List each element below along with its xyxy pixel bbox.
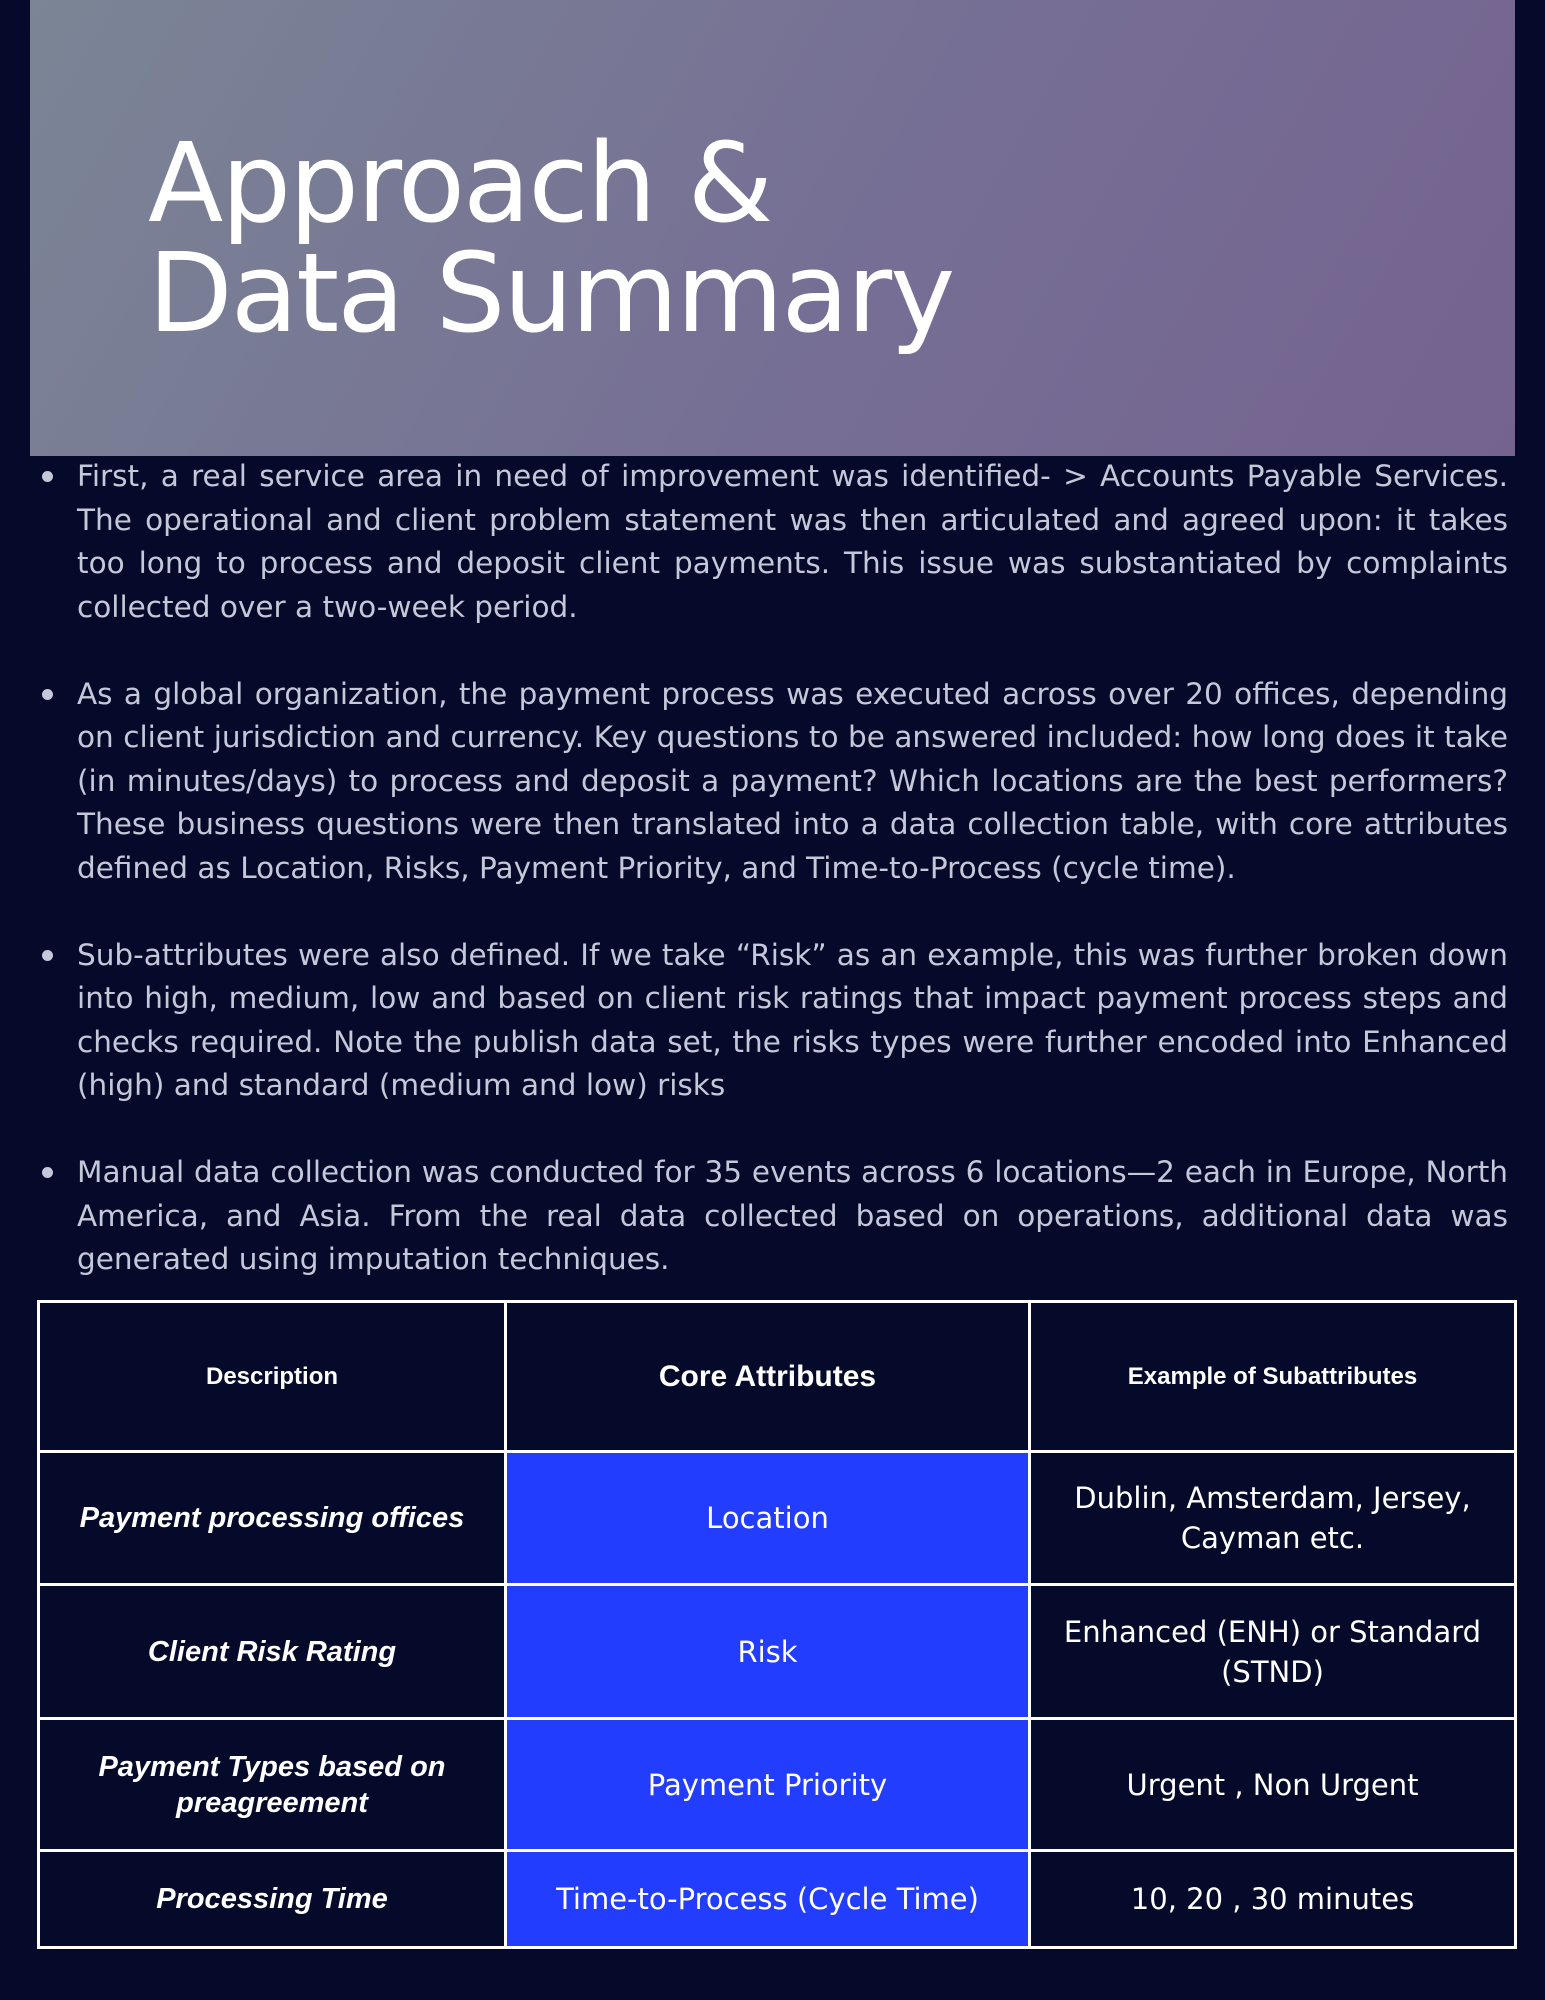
core-attribute-cell: Risk [506, 1585, 1030, 1719]
bullet-item [40, 1151, 1508, 1282]
bullet-dot-icon [42, 1167, 53, 1178]
subattribute-cell: 10, 20 , 30 minutes [1030, 1851, 1516, 1948]
bullet-dot-icon [42, 689, 53, 700]
description-cell: Processing Time [39, 1851, 506, 1948]
table-row [39, 1452, 1516, 1585]
table-row [39, 1585, 1516, 1719]
bullet-dot-icon [42, 471, 53, 482]
bullet-text: Manual data collection was conducted for 35 events across 6 locations—2 each in Europe, North America, and Asia. From the real data collected based on operations, additional data was generated using imputation techniques. [77, 1155, 1508, 1276]
core-attribute-cell: Location [506, 1452, 1030, 1585]
core-attribute-cell: Payment Priority [506, 1719, 1030, 1851]
bullet-item [40, 673, 1508, 891]
header-cell-subattributes: Example of Subattributes [1030, 1302, 1516, 1452]
description-cell: Payment processing offices [39, 1452, 506, 1585]
table-row [39, 1851, 1516, 1948]
bullet-item [40, 455, 1508, 629]
header-banner [30, 0, 1515, 456]
subattribute-cell: Enhanced (ENH) or Standard (STND) [1030, 1585, 1516, 1719]
bullet-text: Sub-attributes were also defined. If we take “Risk” as an example, this was further broken down into high, medium, low and based on client risk ratings that impact payment process steps and checks required. Note the publish data set, the risks types were further encoded into Enhanced (high) and standard (medium and low) risks [77, 937, 1508, 1102]
bullet-text: First, a real service area in need of improvement was identified- > Accounts Payable Services. The operational and client problem statement was then articulated and agreed upon: it takes too long to process and deposit client payments. This issue was substantiated by complaints collected over a two-week period. [77, 459, 1508, 624]
attributes-table [37, 1300, 1517, 1949]
page-title [148, 119, 968, 357]
bullet-dot-icon [42, 950, 53, 961]
header-cell-core-attributes: Core Attributes [506, 1302, 1030, 1452]
bullet-list [40, 455, 1508, 1325]
bullet-text: As a global organization, the payment process was executed across over 20 offices, depending on client jurisdiction and currency. Key questions to be answered included: how long does it take (in minutes/days) to process and deposit a payment? Which locations are the best performers? These business questions were then translated into a data collection table, with core attributes defined as Location, Risks, Payment Priority, and Time-to-Process (cycle time). [77, 676, 1508, 885]
description-cell: Client Risk Rating [39, 1585, 506, 1719]
page-title-text: Approach & Data Summary [148, 119, 954, 357]
subattribute-cell: Urgent , Non Urgent [1030, 1719, 1516, 1851]
subattribute-cell: Dublin, Amsterdam, Jersey, Cayman etc. [1030, 1452, 1516, 1585]
description-cell: Payment Types based on preagreement [39, 1719, 506, 1851]
core-attribute-cell: Time-to-Process (Cycle Time) [506, 1851, 1030, 1948]
bullet-item [40, 934, 1508, 1108]
header-cell-description: Description [39, 1302, 506, 1452]
table-header-row [39, 1302, 1516, 1452]
table-row [39, 1719, 1516, 1851]
